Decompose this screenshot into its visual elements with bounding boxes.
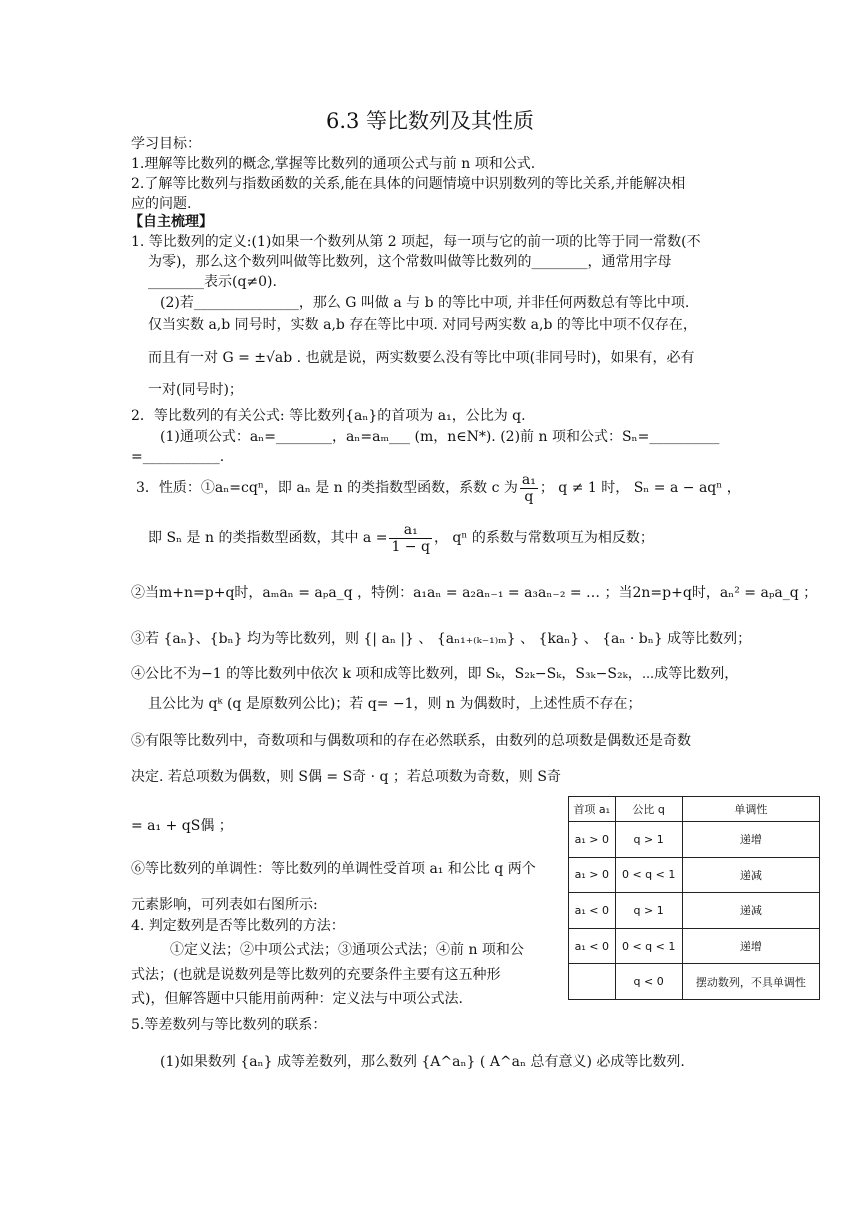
property-1a-tail: ； q ≠ 1 时， Sₙ = a − aqⁿ ，: [539, 480, 741, 496]
property-5-line-1: ⑤有限等比数列中，奇数项和与偶数项和的存在必然联系，由数列的总项数是偶数还是奇数: [131, 733, 691, 749]
property-1a: [136, 468, 741, 508]
table-row: [569, 822, 820, 858]
table-cell: 0 < q < 1: [615, 928, 682, 964]
table-row: [569, 964, 820, 1000]
fraction-numerator: a₁: [389, 522, 432, 539]
definition-line-6: 而且有一对 G = ±√ab . 也就是说，两实数要么没有等比中项(非同号时)，如果有，必有: [148, 350, 695, 366]
definition-line-5: 仅当实数 a,b 同号时，实数 a,b 存在等比中项. 对同号两实数 a,b 的等比中项不仅存在，: [148, 317, 697, 333]
table-cell: 递减: [682, 857, 819, 893]
table-header-row: [569, 797, 820, 822]
table-row: [569, 893, 820, 929]
relation-line-1: 5.等差数列与等比数列的联系：: [131, 1017, 327, 1033]
table-cell: a₁ > 0: [569, 822, 616, 858]
formulas-line-3: =___________.: [131, 449, 225, 465]
definition-line-4: (2)若_______________，那么 G 叫做 a 与 b 的等比中项, 并非任何两数总有等比中项.: [160, 295, 690, 311]
table-cell: a₁ < 0: [569, 928, 616, 964]
fraction-denominator: q: [524, 488, 534, 505]
formulas-line-1: 2．等比数列的有关公式: 等比数列{aₙ}的首项为 a₁，公比为 q.: [131, 408, 526, 424]
property-1b-tail: ， qⁿ 的系数与常数项互为相反数；: [433, 530, 654, 546]
table-cell: q < 0: [615, 964, 682, 1000]
table-cell: q > 1: [615, 893, 682, 929]
table-cell: [569, 964, 616, 1000]
table-cell: 摆动数列，不具单调性: [682, 964, 819, 1000]
definition-line-3: ________表示(q≠0).: [148, 274, 277, 290]
property-1a-text: 3．性质：①aₙ=cqⁿ，即 aₙ 是 n 的类指数型函数，系数 c 为: [136, 480, 518, 496]
objective-2-line-1: 2.了解等比数列与指数函数的关系,能在具体的问题情境中识别数列的等比关系,并能解决相: [131, 176, 686, 192]
formulas-line-2: (1)通项公式：aₙ=________，aₙ=aₘ___ (m，n∈N*). (2)前 n 项和公式：Sₙ=__________: [160, 429, 720, 445]
property-2: ②当m+n=p+q时，aₘaₙ = aₚa_q ，特例：a₁aₙ = a₂aₙ₋₁ = a₃aₙ₋₂ = … ；当2n=p+q时，aₙ² = aₚa_q ；: [131, 585, 818, 601]
property-6-line-1: ⑥等比数列的单调性：等比数列的单调性受首项 a₁ 和公比 q 两个: [131, 861, 536, 877]
section-header: 【自主梳理】: [129, 214, 213, 230]
table-cell: 递增: [682, 822, 819, 858]
monotonicity-table: [568, 796, 820, 1000]
table-row: [569, 928, 820, 964]
definition-line-7: 一对(同号时)；: [148, 382, 243, 398]
table-header-cell: 单调性: [682, 797, 819, 822]
objective-2-line-2: 应的问题.: [131, 196, 192, 212]
page-title: 6.3 等比数列及其性质: [325, 109, 535, 133]
definition-line-1: 1. 等比数列的定义:(1)如果一个数列从第 2 项起，每一项与它的前一项的比等于同一常数(不: [131, 234, 701, 250]
property-6-line-2: 元素影响，可列表如右图所示:: [131, 897, 318, 913]
judge-line-1: 4. 判定数列是否等比数列的方法：: [131, 918, 345, 934]
table-header-cell: 首项 a₁: [569, 797, 616, 822]
property-5-line-3: = a₁ + qS偶 ；: [131, 818, 233, 834]
table-cell: a₁ > 0: [569, 857, 616, 893]
judge-line-2: ①定义法；②中项公式法；③通项公式法；④前 n 项和公: [170, 942, 524, 958]
table-row: [569, 857, 820, 893]
property-1b-text: 即 Sₙ 是 n 的类指数型函数，其中 a =: [148, 530, 388, 546]
property-3: ③若 {aₙ}、{bₙ} 均为等比数列，则 {| aₙ |} 、 {aₙ₁₊₍ₖ₋₁₎ₘ} 、 {kaₙ} 、 {aₙ · bₙ} 成等比数列；: [131, 631, 752, 647]
table-header-cell: 公比 q: [615, 797, 682, 822]
relation-line-2: (1)如果数列 {aₙ} 成等差数列，那么数列 {A^aₙ} ( A^aₙ 总有意义) 必成等比数列.: [160, 1054, 685, 1070]
property-1b: [148, 518, 654, 558]
property-4-line-2: 且公比为 qᵏ (q 是原数列公比)；若 q= −1，则 n 为偶数时，上述性质不存在；: [148, 696, 642, 712]
definition-line-2: 为零)，那么这个数列叫做等比数列，这个常数叫做等比数列的________，通常用字母: [148, 254, 672, 270]
table-cell: 0 < q < 1: [615, 857, 682, 893]
table-cell: 递增: [682, 928, 819, 964]
fraction-denominator: 1 − q: [391, 538, 430, 555]
table-cell: q > 1: [615, 822, 682, 858]
property-5-line-2: 决定. 若总项数为偶数，则 S偶 = S奇 · q ；若总项数为奇数，则 S奇: [131, 769, 561, 785]
fraction-a1-over-q: [520, 472, 538, 505]
property-4-line-1: ④公比不为−1 的等比数列中依次 k 项和成等比数列，即 Sₖ，S₂ₖ−Sₖ，S₃ₖ−S₂ₖ，⋯成等比数列，: [131, 666, 739, 682]
table-cell: a₁ < 0: [569, 893, 616, 929]
objectives-heading: 学习目标：: [131, 136, 201, 152]
fraction-a1-over-1-minus-q: [389, 522, 432, 555]
table-cell: 递减: [682, 893, 819, 929]
judge-line-4: 式)，但解答题中只能用前两种：定义法与中项公式法.: [131, 991, 463, 1007]
fraction-numerator: a₁: [521, 471, 536, 488]
judge-line-3: 式法；(也就是说数列是等比数列的充要条件主要有这五种形: [131, 967, 501, 983]
objective-1: 1.理解等比数列的概念,掌握等比数列的通项公式与前 n 项和公式.: [131, 156, 536, 172]
